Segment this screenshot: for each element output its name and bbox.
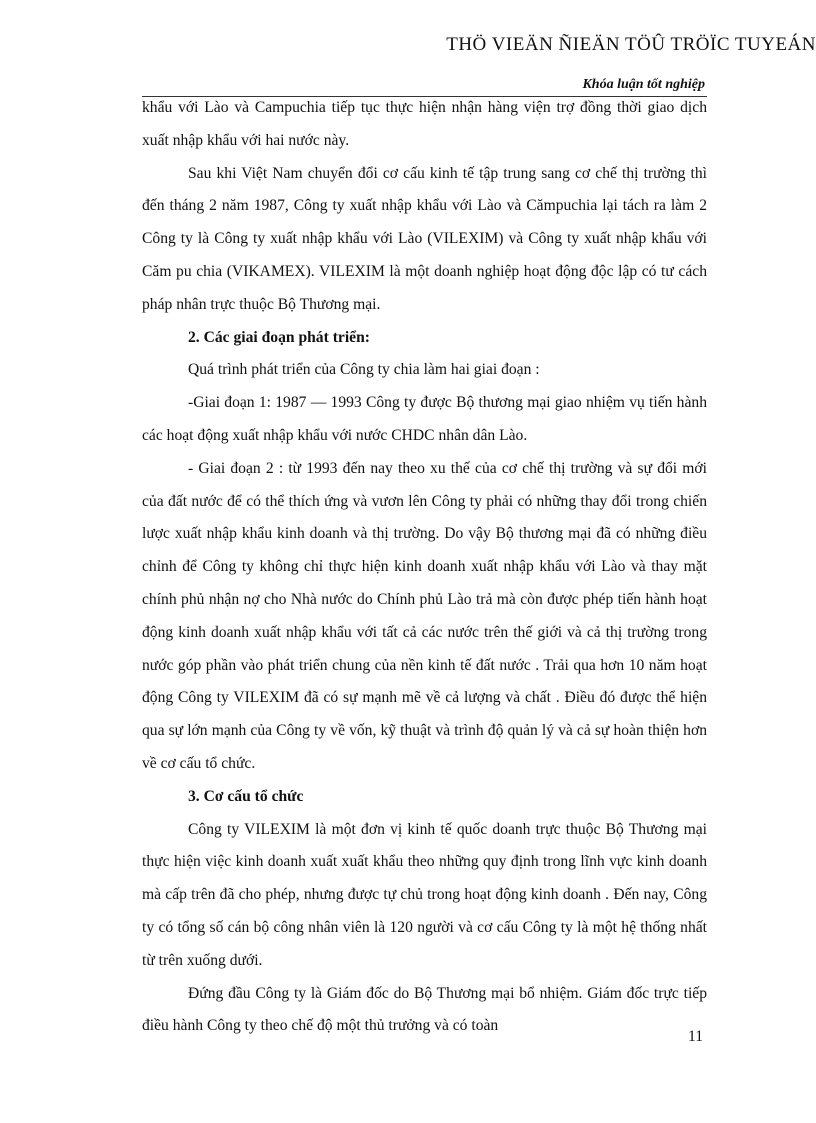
paragraph: khẩu với Lào và Campuchia tiếp tục thực hiện nhận hàng viện trợ đồng thời giao dịch xuất nhập khẩu với hai nước này.	[142, 99, 707, 149]
library-watermark: THÖ VIEÄN ÑIEÄN TÖÛ TRÖÏC TUYEÁN	[446, 34, 816, 55]
thesis-subtitle: Khóa luận tốt nghiệp	[582, 77, 705, 92]
paragraph: - Giai đoạn 2 : từ 1993 đến nay theo xu thế của cơ chế thị trường và sự đổi mới của đất nước để có thể thích ứng và vươn lên Công ty phải có những thay đổi trong chiến lược xuất nhập khẩu kinh doanh và thị trường. Do vậy Bộ thương mại đã có những điều chỉnh để Công ty không chỉ thực hiện kinh doanh xuất nhập khẩu với Lào và thay mặt chính phủ nhận nợ cho Nhà nước do Chính phủ Lào trả mà còn được phép tiến hành hoạt động kinh doanh xuất nhập khẩu với tất cả các nước trên thế giới và cả thị trường trong nước góp phần vào phát triển chung của nền kinh tế đất nước . Trải qua hơn 10 năm hoạt động Công ty VILEXIM đã có sự mạnh mẽ về cả lượng và chất . Điều đó được thể hiện qua sự lớn mạnh của Công ty về vốn, kỹ thuật và trình độ quản lý và cả sự hoàn thiện hơn về cơ cấu tổ chức.	[142, 459, 707, 772]
paragraph: Công ty VILEXIM là một đơn vị kinh tế quốc doanh trực thuộc Bộ Thương mại thực hiện việc kinh doanh xuất xuất khẩu theo những quy định trong lĩnh vực kinh doanh mà cấp trên đã cho phép, nhưng được tự chủ trong hoạt động kinh doanh . Đến nay, Công ty có tổng số cán bộ công nhân viên là 120 người và cơ cấu Công ty là một hệ thống nhất từ trên xuống dưới.	[142, 820, 707, 969]
paragraph: Đứng đầu Công ty là Giám đốc do Bộ Thương mại bổ nhiệm. Giám đốc trực tiếp điều hành Công ty theo chế độ một thủ trưởng và có toàn	[142, 984, 707, 1035]
paragraph: -Giai đoạn 1: 1987 — 1993 Công ty được Bộ thương mại giao nhiệm vụ tiến hành các hoạt động xuất nhập khẩu với nước CHDC nhân dân Lào.	[142, 394, 707, 444]
page-number: 11	[688, 1028, 704, 1045]
paragraph: Quá trình phát triển của Công ty chia làm hai giai đoạn :	[188, 361, 540, 379]
section-heading: 3. Cơ cấu tổ chức	[188, 787, 304, 805]
page-body	[142, 92, 707, 1043]
section-heading: 2. Các giai đoạn phát triển:	[188, 328, 370, 346]
paragraph: Sau khi Việt Nam chuyển đổi cơ cấu kinh tế tập trung sang cơ chế thị trường thì đến tháng 2 năm 1987, Công ty xuất nhập khẩu với Lào và Cămpuchia lại tách ra làm 2 Công ty là Công ty xuất nhập khẩu với Lào (VILEXIM) và Công ty xuất nhập khẩu với Căm pu chia (VIKAMEX). VILEXIM là một doanh nghiệp hoạt động độc lập có tư cách pháp nhân trực thuộc Bộ Thương mại.	[142, 164, 707, 313]
